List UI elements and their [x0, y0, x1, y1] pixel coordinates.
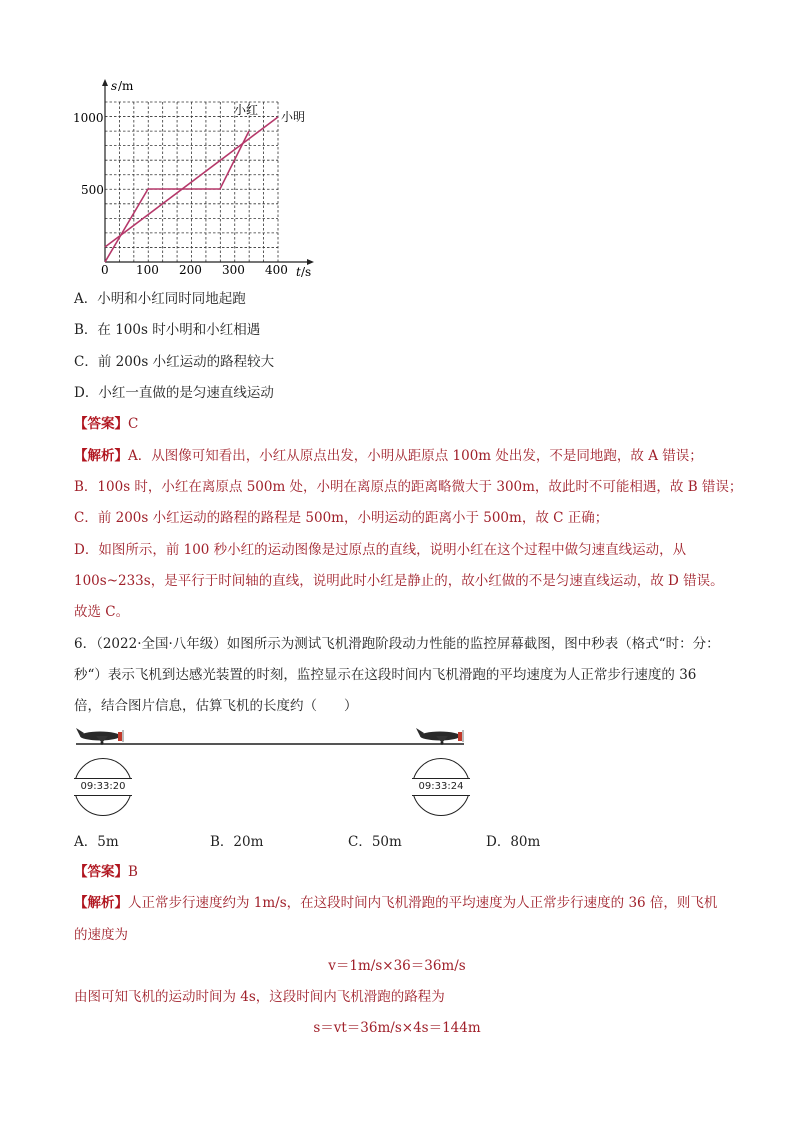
y-axis-label: s: [111, 79, 118, 93]
q5-analysis-line-4: D．如图所示，前 100 秒小红的运动图像是过原点的直线，说明小红在这个过程中做匀速直线运动，从: [74, 542, 687, 558]
q6-option-d: D．80m: [486, 834, 541, 850]
analysis-tag: 【解析】: [74, 448, 128, 464]
answer-value: C: [128, 416, 139, 432]
y-tick-500: 500: [81, 183, 104, 197]
distance-time-graph: [64, 76, 324, 281]
q6-option-c: C．50m: [348, 834, 402, 850]
x-axis-label-unit: /s: [301, 265, 312, 279]
q6-formula-v: v＝1m/s×36＝36m/s: [328, 958, 466, 974]
y-axis-arrow: [102, 79, 108, 86]
q5-option-a: A．小明和小红同时同地起跑: [74, 291, 246, 307]
q6-analysis-line-1: 【解析】人正常步行速度约为 1m/s，在这段时间内飞机滑跑的平均速度为人正常步行速度的 36 倍，则飞机: [74, 895, 718, 911]
q6-formula-s: s＝vt＝36m/s×4s＝144m: [313, 1020, 481, 1036]
q5-option-c: C．前 200s 小红运动的路程较大: [74, 354, 275, 370]
stopwatch-left: [74, 758, 132, 816]
x-tick-200: 200: [179, 263, 202, 277]
airplane-left-icon: [76, 728, 123, 745]
y-axis-label-unit: /m: [118, 79, 134, 93]
label-xiaohong: 小红: [234, 103, 259, 117]
runway-figure: [74, 724, 474, 754]
x-tick-300: 300: [222, 263, 245, 277]
q5-analysis-line-5: 100s~233s，是平行于时间轴的直线，说明此时小红是静止的，故小红做的不是匀速直线运动，故 D 错误。: [74, 573, 724, 589]
q5-analysis-line-3: C．前 200s 小红运动的路程的路程是 500m，小明运动的距离小于 500m，故 C 正确；: [74, 510, 609, 526]
q6-analysis-line-2: 的速度为: [74, 927, 128, 943]
stopwatch-right: [412, 758, 470, 816]
q6-option-a: A．5m: [74, 834, 119, 850]
analysis-tag: 【解析】: [74, 895, 128, 911]
q6-answer: [74, 862, 138, 882]
q6-stem-line-2: 秒“）表示飞机到达感光装置的时刻，监控显示在这段时间内飞机滑跑的平均速度为人正常步行速度的 36: [74, 667, 697, 683]
airplane-right-icon: [416, 728, 463, 745]
x-tick-100: 100: [136, 263, 159, 277]
x-axis-label: t: [296, 265, 301, 279]
answer-tag: 【答案】: [74, 416, 128, 432]
xiaoming-line: [105, 117, 278, 247]
q5-analysis-line-1: 【解析】A．从图像可知看出，小红从原点出发，小明从距原点 100m 处出发，不是同地跑，故 A 错误；: [74, 448, 703, 464]
q6-stem-line-3: 倍，结合图片信息，估算飞机的长度约（ ）: [74, 698, 358, 714]
x-tick-400: 400: [265, 263, 288, 277]
answer-value: B: [128, 864, 138, 880]
stopwatch-left-time: 09:33:20: [74, 778, 132, 796]
x-tick-0: 0: [101, 263, 109, 277]
q5-analysis-line-2: B．100s 时，小红在离原点 500m 处，小明在离原点的距离略微大于 300m，故此时不可能相遇，故 B 错误；: [74, 479, 743, 495]
label-xiaoming: 小明: [281, 110, 306, 124]
stopwatch-right-time: 09:33:24: [412, 778, 470, 796]
q5-option-b: B．在 100s 时小明和小红相遇: [74, 322, 261, 338]
q6-option-b: B．20m: [210, 834, 264, 850]
q6-stem-line-1: 6．（2022·全国·八年级）如图所示为测试飞机滑跑阶段动力性能的监控屏幕截图，图中秒表（格式“时：分：: [74, 636, 720, 652]
q5-analysis-line-6: 故选 C。: [74, 604, 130, 620]
q5-option-d: D．小红一直做的是匀速直线运动: [74, 385, 274, 401]
q5-answer: [74, 414, 138, 434]
answer-tag: 【答案】: [74, 864, 128, 880]
q6-analysis-line-3: 由图可知飞机的运动时间为 4s，这段时间内飞机滑跑的路程为: [74, 989, 445, 1005]
y-tick-1000: 1000: [73, 111, 104, 125]
